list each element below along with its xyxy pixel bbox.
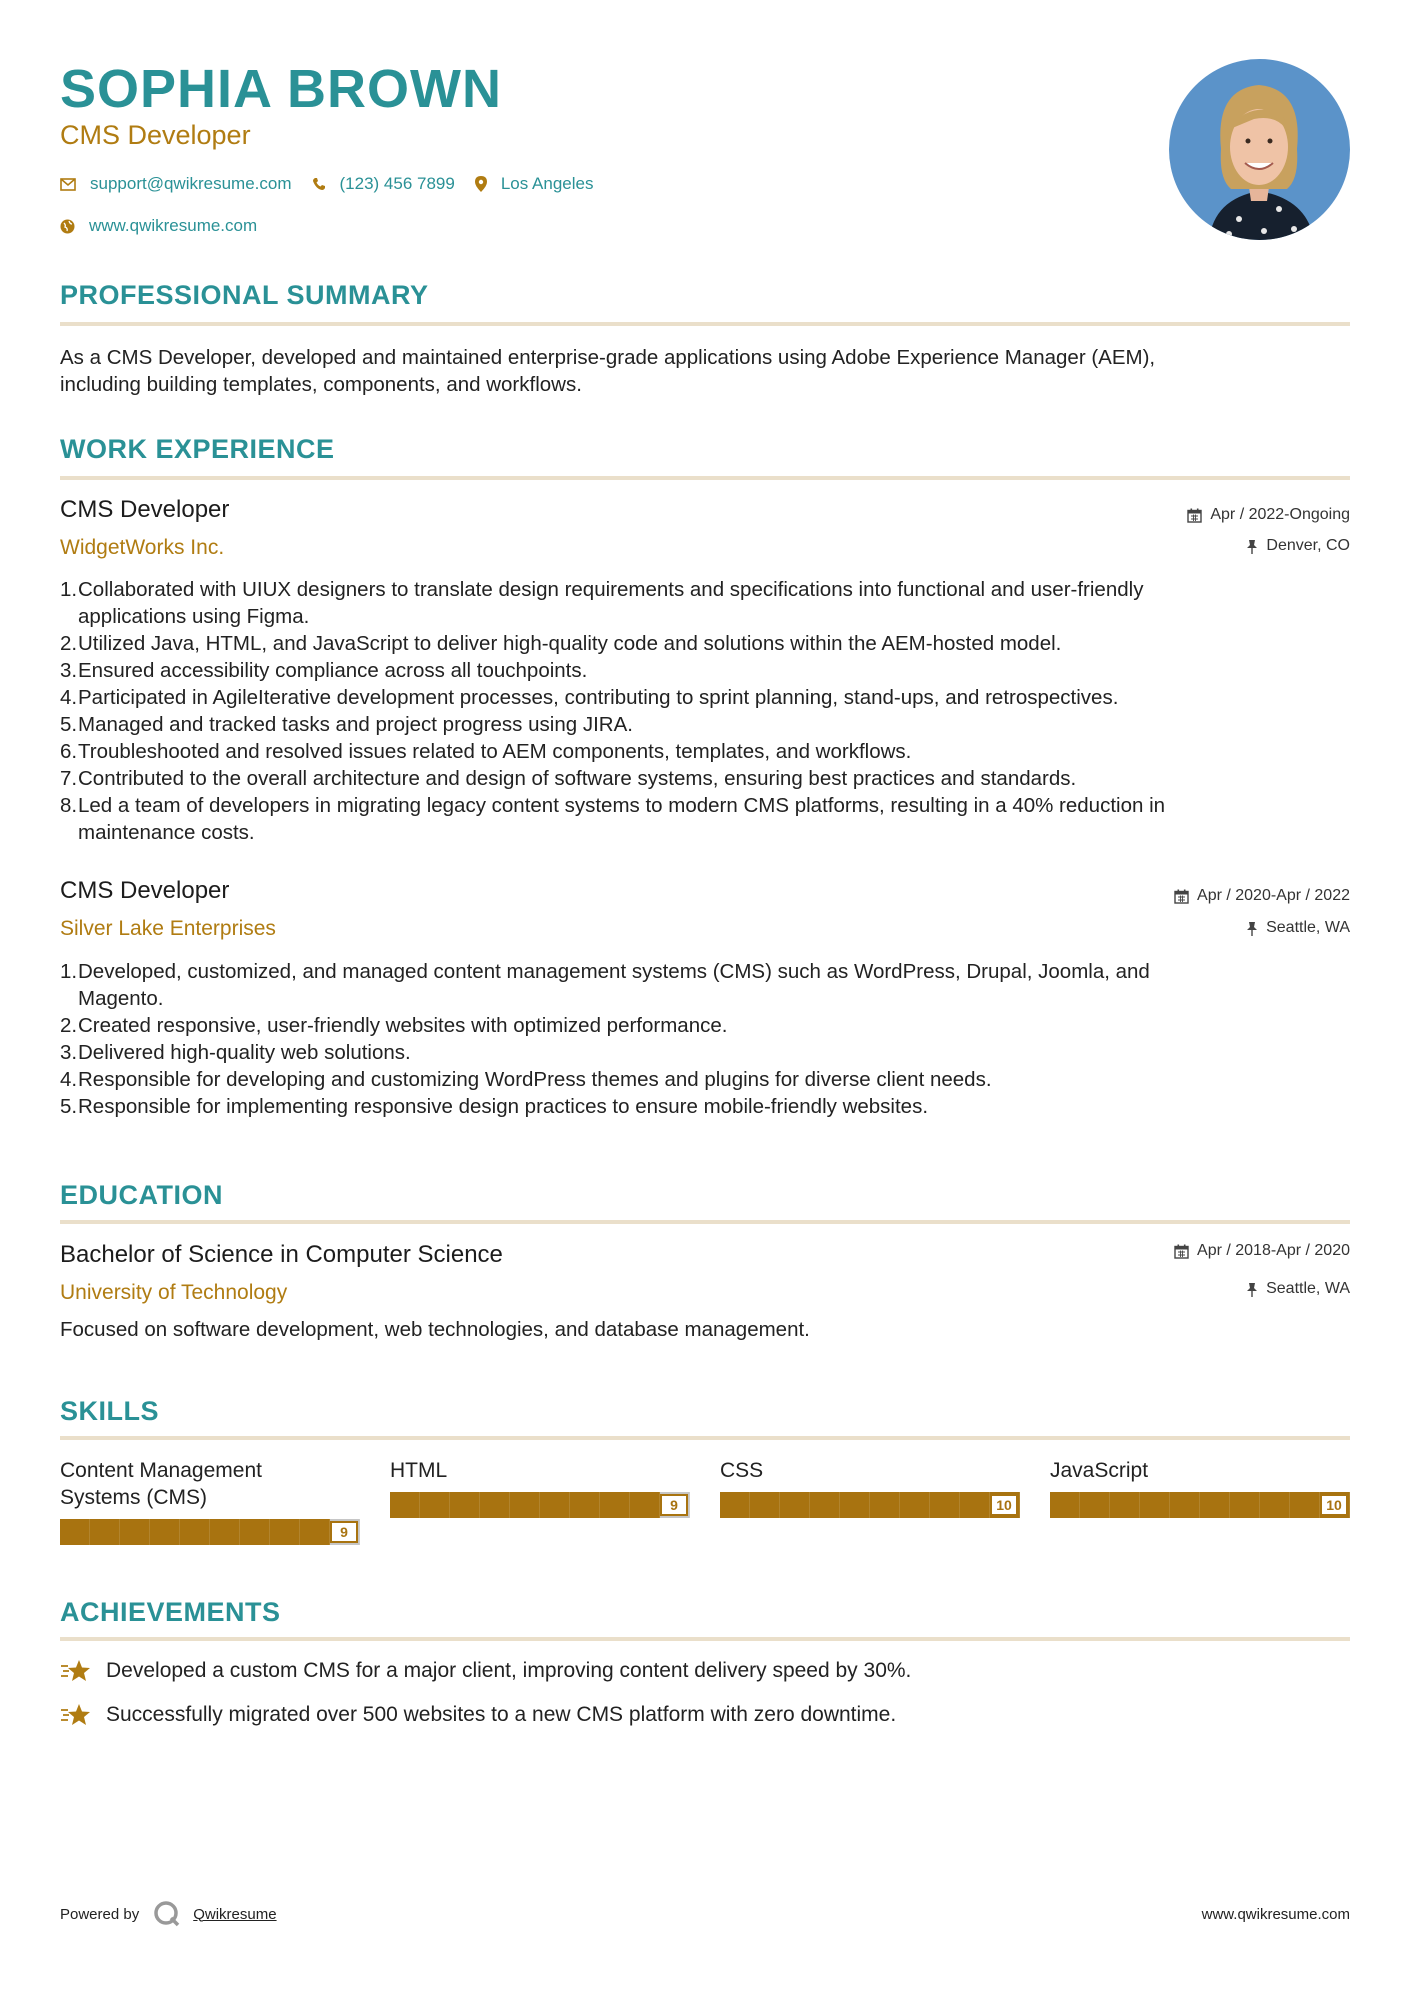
email-contact[interactable] xyxy=(60,174,292,194)
achievements-heading: ACHIEVEMENTS xyxy=(60,1597,281,1627)
job-bullets xyxy=(60,958,1350,1120)
skill-level-bar xyxy=(1050,1492,1350,1518)
experience-heading: WORK EXPERIENCE xyxy=(60,434,335,464)
education-location-text: Seattle, WA xyxy=(1266,1280,1350,1297)
summary-divider xyxy=(60,322,1350,326)
job-location xyxy=(1246,537,1350,555)
achievements-divider xyxy=(60,1637,1350,1641)
job-location xyxy=(1246,919,1350,937)
list-item: 1. Collaborated with UIUX designers to translate design requirements and specifications into functional and user-friendly applications using Figma. xyxy=(60,578,1144,628)
skill-level-badge: 9 xyxy=(330,1521,358,1543)
skill-level-bar xyxy=(390,1492,690,1518)
achievement-item xyxy=(60,1702,896,1728)
skills-divider xyxy=(60,1436,1350,1440)
job-bullets xyxy=(60,576,1350,846)
pushpin-icon xyxy=(1246,539,1258,554)
skill-level-bar xyxy=(720,1492,1020,1518)
map-pin-icon xyxy=(475,176,487,192)
qwikresume-logo-icon xyxy=(153,1900,181,1928)
job-title: CMS Developer xyxy=(60,496,230,523)
candidate-title: CMS Developer xyxy=(60,120,251,150)
degree-title: Bachelor of Science in Computer Science xyxy=(60,1241,503,1268)
phone-contact[interactable] xyxy=(312,174,455,194)
mail-icon xyxy=(60,178,76,191)
job-title: CMS Developer xyxy=(60,877,230,904)
experience-divider xyxy=(60,476,1350,480)
skill-item xyxy=(1050,1457,1350,1518)
list-item: 3. Ensured accessibility compliance across all touchpoints. xyxy=(60,659,588,682)
star-icon xyxy=(60,1658,92,1684)
email-text[interactable]: support@qwikresume.com xyxy=(90,174,292,193)
list-item: 2. Created responsive, user-friendly websites with optimized performance. xyxy=(60,1014,728,1037)
education-dates xyxy=(1174,1242,1350,1260)
list-item: 5. Managed and tracked tasks and project progress using JIRA. xyxy=(60,713,633,736)
footer-website[interactable]: www.qwikresume.com xyxy=(1201,1906,1350,1923)
skill-level-bar xyxy=(60,1519,360,1545)
skill-item xyxy=(720,1457,1020,1518)
skill-level-badge: 10 xyxy=(990,1494,1018,1516)
list-item: 4. Participated in AgileIterative development processes, contributing to sprint planning, stand-ups, and retrospectives. xyxy=(60,686,1119,709)
job-company: Silver Lake Enterprises xyxy=(60,917,276,940)
summary-text xyxy=(60,344,1350,398)
star-icon xyxy=(60,1702,92,1728)
website-text[interactable]: www.qwikresume.com xyxy=(89,216,258,235)
list-item: 4. Responsible for developing and customizing WordPress themes and plugins for diverse client needs. xyxy=(60,1068,992,1091)
pushpin-icon xyxy=(1246,1282,1258,1297)
skill-name: CSS xyxy=(720,1459,764,1482)
list-item: 2. Utilized Java, HTML, and JavaScript to deliver high-quality code and solutions within the AEM-hosted model. xyxy=(60,632,1062,655)
job-company: WidgetWorks Inc. xyxy=(60,536,225,559)
school-name: University of Technology xyxy=(60,1281,288,1304)
list-item: 3. Delivered high-quality web solutions. xyxy=(60,1041,411,1064)
phone-icon xyxy=(312,177,326,191)
profile-photo xyxy=(1169,59,1350,240)
calendar-icon xyxy=(1174,1244,1189,1259)
achievement-item xyxy=(60,1658,911,1684)
location-contact xyxy=(475,174,594,194)
achievement-text: Successfully migrated over 500 websites to a new CMS platform with zero downtime. xyxy=(106,1703,897,1726)
list-item: 6. Troubleshooted and resolved issues related to AEM components, templates, and workflows. xyxy=(60,740,912,763)
education-location xyxy=(1246,1280,1350,1298)
skill-name: HTML xyxy=(390,1459,448,1482)
education-heading: EDUCATION xyxy=(60,1180,223,1210)
summary-heading: PROFESSIONAL SUMMARY xyxy=(60,280,429,310)
candidate-name: SOPHIA BROWN xyxy=(60,59,502,119)
website-contact[interactable] xyxy=(60,216,257,236)
list-item: 1. Developed, customized, and managed content management systems (CMS) such as WordPress, Drupal, Joomla, and Magento. xyxy=(60,960,1150,1010)
powered-by-label: Powered by xyxy=(60,1905,140,1923)
skill-item xyxy=(60,1457,360,1545)
location-text: Los Angeles xyxy=(500,174,594,193)
phone-text: (123) 456 7899 xyxy=(339,174,455,193)
skill-name: Content Management Systems (CMS) xyxy=(60,1459,262,1509)
skill-level-badge: 9 xyxy=(660,1494,688,1516)
achievement-text: Developed a custom CMS for a major client, improving content delivery speed by 30%. xyxy=(106,1659,912,1682)
globe-icon xyxy=(60,219,75,234)
list-item: 7. Contributed to the overall architecture and design of software systems, ensuring best practices and standards. xyxy=(60,767,1077,790)
job-dates xyxy=(1187,506,1350,524)
contact-row-1 xyxy=(60,174,613,194)
skill-level-badge: 10 xyxy=(1320,1494,1348,1516)
list-item: 8. Led a team of developers in migrating legacy content systems to modern CMS platforms, resulting in a 40% reduction in maintenance costs. xyxy=(60,794,1166,844)
job-dates xyxy=(1174,887,1350,905)
calendar-icon xyxy=(1187,508,1202,523)
calendar-icon xyxy=(1174,889,1189,904)
job-location-text: Denver, CO xyxy=(1266,537,1350,554)
education-description: Focused on software development, web technologies, and database management. xyxy=(60,1318,810,1341)
pushpin-icon xyxy=(1246,921,1258,936)
skill-name: JavaScript xyxy=(1050,1459,1149,1482)
summary-line: including building templates, components, and workflows. xyxy=(60,373,582,396)
education-divider xyxy=(60,1220,1350,1224)
summary-line: As a CMS Developer, developed and maintained enterprise-grade applications using Adobe Experience Manager (AEM), xyxy=(60,346,1156,369)
education-dates-text: Apr / 2018-Apr / 2020 xyxy=(1197,1242,1350,1259)
footer-powered-by xyxy=(60,1900,277,1928)
brand-link[interactable]: Qwikresume xyxy=(193,1905,277,1923)
job-dates-text: Apr / 2022-Ongoing xyxy=(1210,506,1350,523)
job-location-text: Seattle, WA xyxy=(1266,919,1350,936)
skill-item xyxy=(390,1457,690,1518)
skills-heading: SKILLS xyxy=(60,1396,160,1426)
contact-row-2 xyxy=(60,216,277,236)
list-item: 5. Responsible for implementing responsive design practices to ensure mobile-friendly websites. xyxy=(60,1095,929,1118)
job-dates-text: Apr / 2020-Apr / 2022 xyxy=(1197,887,1350,904)
